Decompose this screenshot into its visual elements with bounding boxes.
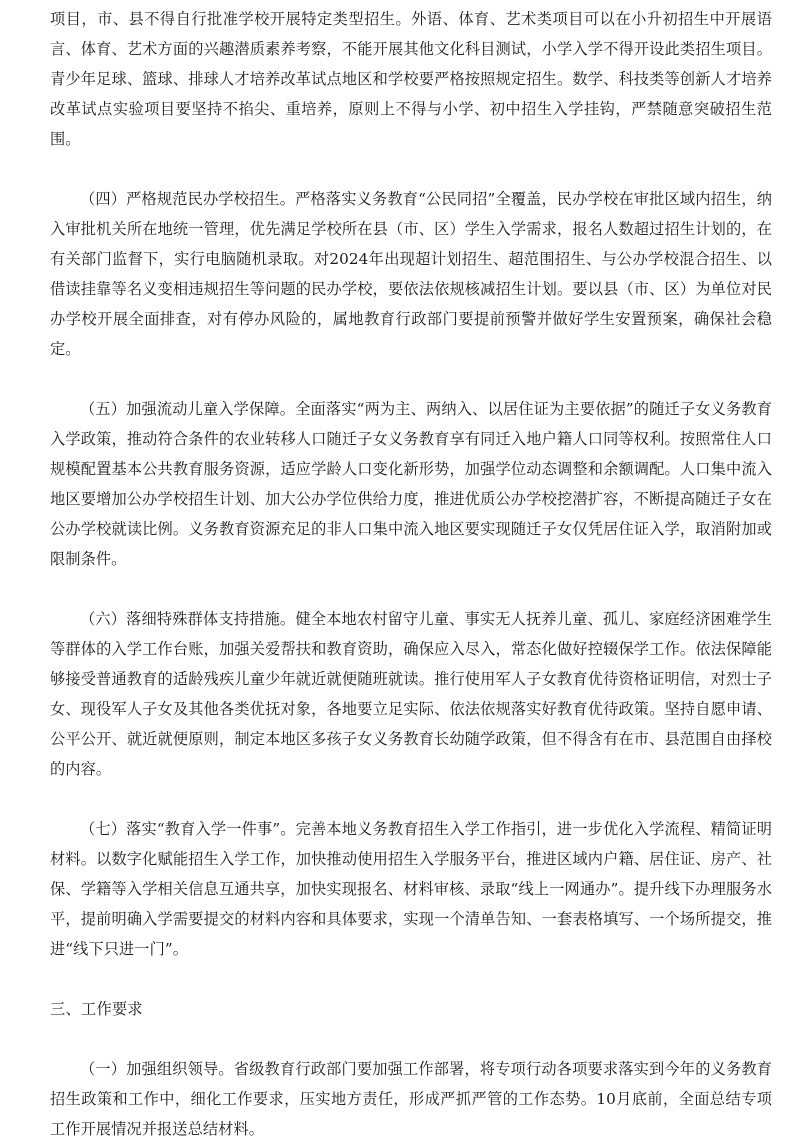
paragraph-special-groups: （六）落细特殊群体支持措施。健全本地农村留守儿童、事实无人抚养儿童、孤儿、家庭经济困难学生等群体的入学工作台账，加强关爱帮扶和教育资助，确保应入尽入，常态化做好控辍保学工作。依法保障能够接受普通教育的适龄残疾儿童少年就近就便随班就读。推行使用军人子女教育优待资格证明信，对烈士子女、现役军人子女及其他各类优抚对象，各地要立足实际、依法依规落实好教育优待政策。坚持自愿申请、公平公开、就近就便原则，制定本地区多孩子女义务教育长幼随学政策，但不得含有在市、县范围自由择校的内容。 [50, 610, 772, 778]
paragraph-gap [50, 964, 772, 994]
paragraph-migrant-children: （五）加强流动儿童入学保障。全面落实“两为主、两纳入、以居住证为主要依据”的随迁子女义务教育入学政策，推动符合条件的农业转移人口随迁子女义务教育享有同迁入地户籍人口同等权利。按照常住人口规模配置基本公共教育服务资源，适应学龄人口变化新形势，加强学位动态调整和余额调配。人口集中流入地区要增加公办学校招生计划、加大公办学位供给力度，推进优质公办学校挖潜扩容，不断提高随迁子女在公办学校就读比例。义务教育资源充足的非人口集中流入地区要实现随迁子女仅凭居住证入学，取消附加或限制条件。 [50, 400, 772, 568]
paragraph-gap [50, 574, 772, 604]
paragraph-education-enrollment: （七）落实“教育入学一件事”。完善本地义务教育招生入学工作指引，进一步优化入学流程、精简证明材料。以数字化赋能招生入学工作，加快推动使用招生入学服务平台，推进区域内户籍、居住证、房产、社保、学籍等入学相关信息互通共享，加快实现报名、材料审核、录取“线上一网通办”。提升线下办理服务水平，提前明确入学需要提交的材料内容和具体要求，实现一个清单告知、一套表格填写、一个场所提交，推进“线下只进一门”。 [50, 820, 772, 958]
paragraph-private-school-admissions: （四）严格规范民办学校招生。严格落实义务教育“公民同招”全覆盖，民办学校在审批区域内招生，纳入审批机关所在地统一管理，优先满足学校所在县（市、区）学生入学需求，报名人数超过招生计划的，在有关部门监督下，实行电脑随机录取。对2024年出现超计划招生、超范围招生、与公办学校混合招生、以借读挂靠等名义变相违规招生等问题的民办学校，要依法依规核减招生计划。要以县（市、区）为单位对民办学校开展全面排查，对有停办风险的，属地教育行政部门要提前预警并做好学生安置预案，确保社会稳定。 [50, 190, 772, 358]
paragraph-gap [50, 784, 772, 814]
paragraph-continued: 项目，市、县不得自行批准学校开展特定类型招生。外语、体育、艺术类项目可以在小升初招生中开展语言、体育、艺术方面的兴趣潜质素养考察，不能开展其他文化科目测试，小学入学不得开设此类招生项目。青少年足球、篮球、排球人才培养改革试点地区和学校要严格按照规定招生。数学、科技类等创新人才培养改革试点实验项目要坚持不掐尖、重培养，原则上不得与小学、初中招生入学挂钩，严禁随意突破招生范围。 [50, 10, 772, 148]
paragraph-gap [50, 1024, 772, 1054]
paragraph-organization-leadership: （一）加强组织领导。省级教育行政部门要加强工作部署，将专项行动各项要求落实到今年的义务教育招生政策和工作中，细化工作要求，压实地方责任，形成严抓严管的工作态势。10月底前，全面总结专项工作开展情况并报送总结材料。 [50, 1060, 772, 1138]
paragraph-gap [50, 154, 772, 184]
paragraph-gap [50, 364, 772, 394]
section-heading: 三、工作要求 [50, 1000, 143, 1018]
document-page [50, 4, 772, 1144]
